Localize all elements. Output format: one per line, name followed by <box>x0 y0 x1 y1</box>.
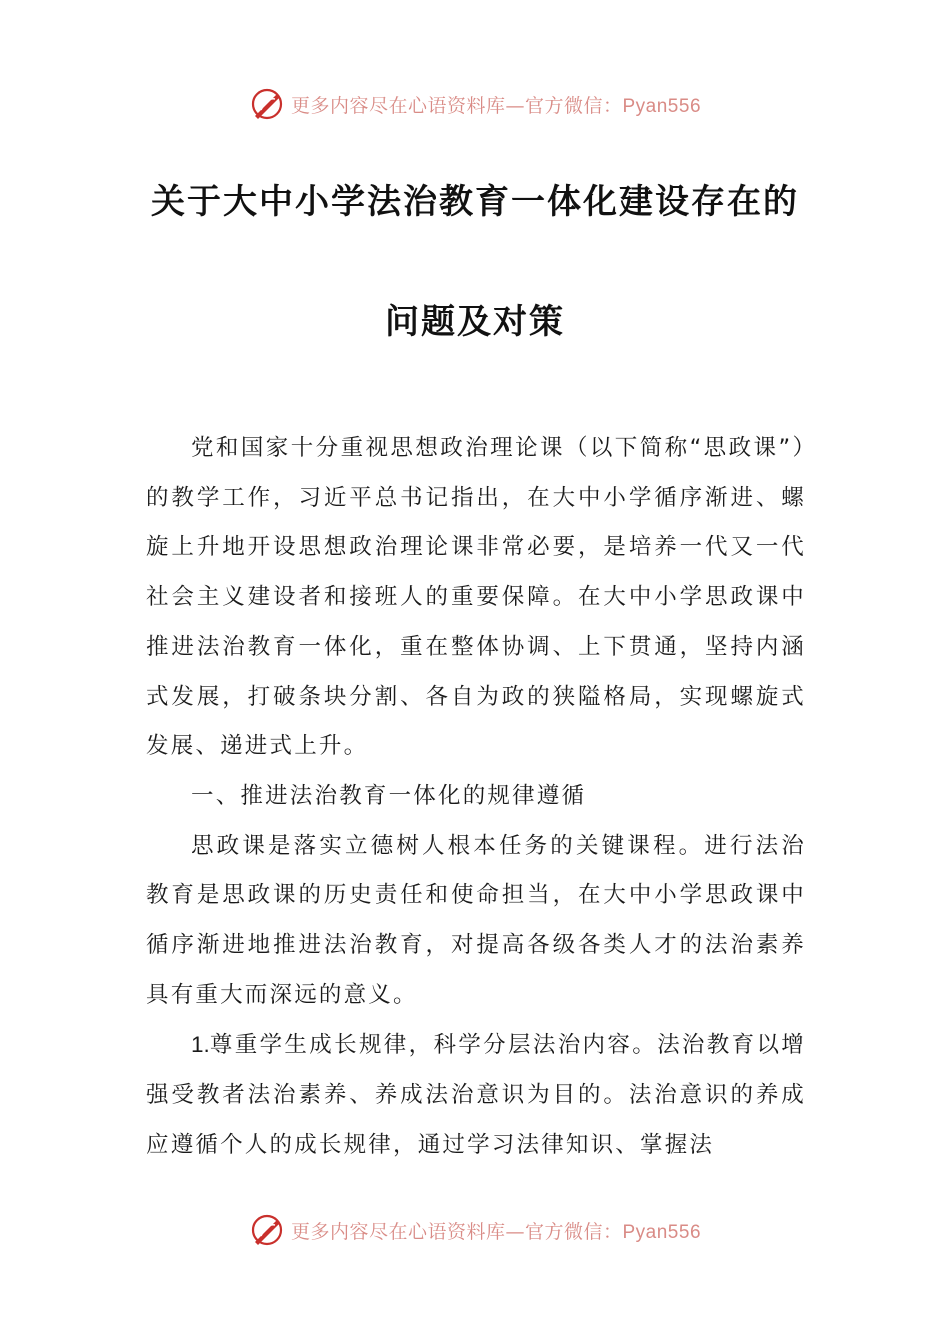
item-text: 尊重学生成长规律，科学分层法治内容。法治教育以增强受教者法治素养、养成法治意识为目的。法治意识的养成应遵循个人的成长规律，通过学习法律知识、掌握法 <box>146 1032 806 1158</box>
watermark-footer <box>0 1210 950 1250</box>
document-title-line-1: 关于大中小学法治教育一体化建设存在的 <box>151 182 799 222</box>
paragraph-intro: 党和国家十分重视思想政治理论课（以下简称“思政课”）的教学工作，习近平总书记指出，在大中小学循序渐进、螺旋上升地开设思想政治理论课非常必要，是培养一代又一代社会主义建设者和接班人的重要保障。在大中小学思政课中推进法治教育一体化，重在整体协调、上下贯通，坚持内涵式发展，打破条块分割、各自为政的狭隘格局，实现螺旋式发展、递进式上升。 <box>146 435 806 760</box>
watermark-text: 更多内容尽在心语资料库—官方微信：Pyan556 <box>290 94 702 117</box>
pen-logo-icon <box>249 1212 285 1248</box>
watermark-text: 更多内容尽在心语资料库—官方微信：Pyan556 <box>290 1220 702 1243</box>
item-number: 1. <box>191 1032 210 1058</box>
numbered-paragraph-1 <box>146 1020 806 1170</box>
document-body <box>146 424 806 1171</box>
section-heading-1: 一、推进法治教育一体化的规律遵循 <box>191 782 587 809</box>
document-title-line-2: 问题及对策 <box>385 302 565 342</box>
pen-logo-icon <box>249 86 285 122</box>
watermark-header <box>0 84 950 124</box>
paragraph-section-1: 思政课是落实立德树人根本任务的关键课程。进行法治教育是思政课的历史责任和使命担当，在大中小学思政课中循序渐进地推进法治教育，对提高各级各类人才的法治素养具有重大而深远的意义。 <box>146 832 806 1008</box>
